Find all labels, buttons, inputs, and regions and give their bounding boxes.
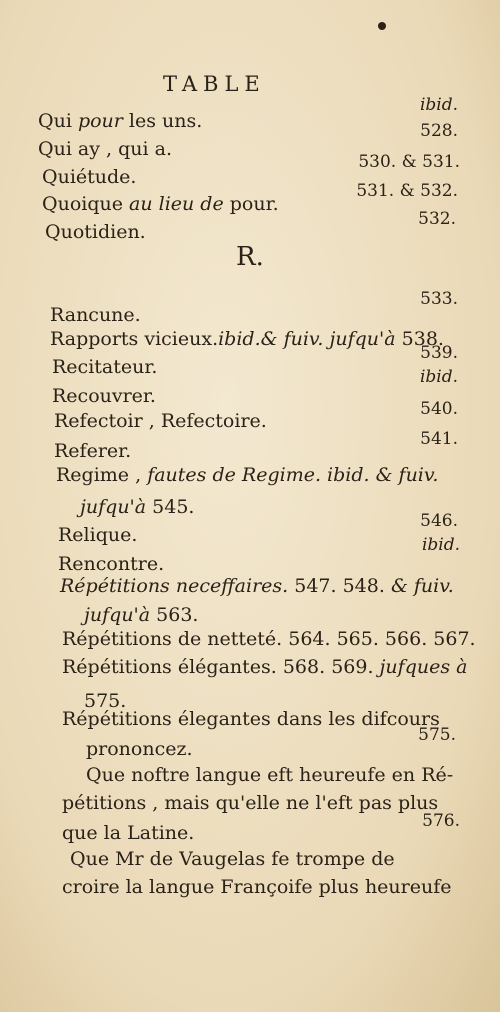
entry-line: Regime , fautes de Regime. ibid. & fuiv. [56, 464, 439, 486]
entry-page: 532. [418, 209, 456, 229]
entry-line: Refectoir , Refectoire. [54, 410, 267, 432]
entry-page: 528. [420, 121, 458, 141]
entry-line: Que noftre langue eft heureufe en Ré- [86, 764, 454, 786]
entry-line: Quoique au lieu de pour. [42, 193, 279, 215]
section-letter: R. [236, 242, 264, 272]
entry-line: Rencontre. [58, 553, 165, 575]
entry-line: prononcez. [86, 738, 193, 760]
entry-page: 576. [422, 811, 460, 831]
entry-line: Rancune. [50, 304, 141, 326]
entry-line: Relique. [58, 524, 138, 546]
page-title: TABLE [163, 72, 266, 96]
entry-line: Répétitions élégantes. 568. 569. jufques à [62, 656, 468, 678]
entry-line: jufqu'à 545. [80, 496, 195, 518]
entry-line: Qui ay , qui a. [38, 138, 172, 160]
entry-page: 575. [418, 725, 456, 745]
entry-page: ibid. [419, 367, 458, 387]
entry-page: 546. [420, 511, 458, 531]
entry-page: 540. [420, 399, 458, 419]
entry-line: croire la langue Françoife plus heureufe [62, 876, 452, 898]
entry-line: Referer. [54, 440, 132, 462]
entry-line: Qui pour les uns. [38, 110, 203, 132]
entry-line: 575. [84, 690, 127, 712]
entry-line: Répétitions élegantes dans les difcours [62, 708, 440, 730]
entry-page: 533. [420, 289, 458, 309]
entry-page: 541. [420, 429, 458, 449]
entry-line: que la Latine. [62, 822, 195, 844]
entry-page: ibid. [421, 535, 460, 555]
ink-spot [378, 22, 386, 30]
entry-line: Que Mr de Vaugelas fe trompe de [70, 848, 395, 870]
entry-line: Répétitions neceffaires. 547. 548. & fuiv. [60, 575, 454, 597]
entry-line: Quotidien. [45, 221, 146, 243]
entry-page: 539. [420, 343, 458, 363]
entry-line: jufqu'à 563. [84, 604, 199, 626]
entry-page: ibid. [419, 95, 458, 115]
entry-line: pétitions , mais qu'elle ne l'eft pas plus [62, 792, 439, 814]
entry-line: Rapports vicieux.ibid.& fuiv. jufqu'à 538. [50, 328, 444, 350]
entry-line: Recouvrer. [52, 385, 156, 407]
entry-page: 530. & 531. [358, 152, 460, 172]
entry-line: Recitateur. [52, 356, 158, 378]
entry-page: 531. & 532. [356, 181, 458, 201]
entry-line: Quiétude. [42, 166, 137, 188]
entry-line: Répétitions de netteté. 564. 565. 566. 567. [62, 628, 476, 650]
